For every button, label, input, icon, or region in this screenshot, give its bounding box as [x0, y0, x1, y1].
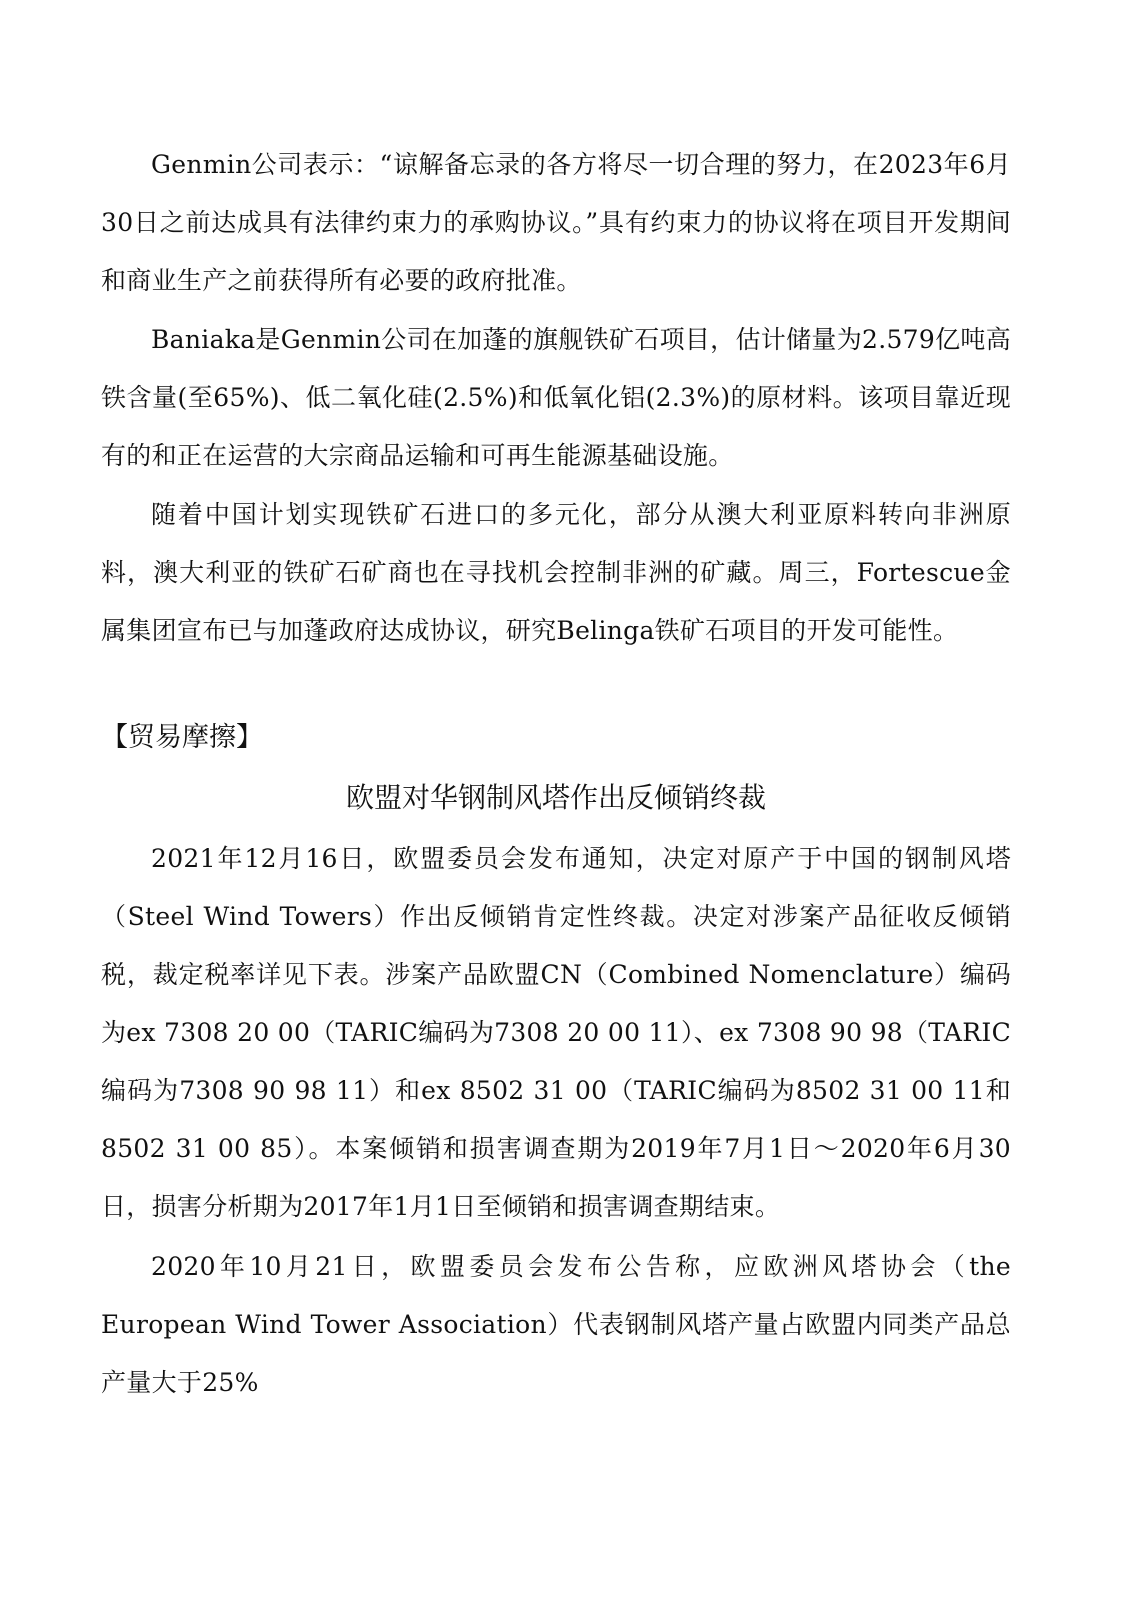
section-heading: 【贸易摩擦】 — [101, 722, 263, 753]
paragraph-eu-final-ruling: 2021年12月16日，欧盟委员会发布通知，决定对原产于中国的钢制风塔（Steel Wind Towers）作出反倾销肯定性终裁。决定对涉案产品征收反倾销税，裁定税率详见下表。涉案产品欧盟CN（Combined Nomenclature）编码为ex 7308 20 00（TARIC编码为7308 20 00 11）、ex 7308 90 98（TARIC编码为7308 90 98 11）和ex 8502 31 00（TARIC编码为8502 31 00 11和8502 31 00 85）。本案倾销和损害调查期为2019年7月1日～2020年6月30日，损害分析期为2017年1月1日至倾销和损害调查期结束。 — [101, 844, 1011, 1221]
paragraph-baniaka-project: Baniaka是Genmin公司在加蓬的旗舰铁矿石项目，估计储量为2.579亿吨高铁含量(至65%)、低二氧化硅(2.5%)和低氧化铝(2.3%)的原材料。该项目靠近现有的和正在运营的大宗商品运输和可再生能源基础设施。 — [101, 325, 1011, 470]
paragraph-eu-announcement: 2020年10月21日，欧盟委员会发布公告称，应欧洲风塔协会（the European Wind Tower Association）代表钢制风塔产量占欧盟内同类产品总产量大于25% — [101, 1252, 1011, 1397]
paragraph-genmin-statement: Genmin公司表示：“谅解备忘录的各方将尽一切合理的努力，在2023年6月30日之前达成具有法律约束力的承购协议。”具有约束力的协议将在项目开发期间和商业生产之前获得所有必要的政府批准。 — [101, 150, 1011, 295]
paragraph-china-diversification: 随着中国计划实现铁矿石进口的多元化，部分从澳大利亚原料转向非洲原料，澳大利亚的铁矿石矿商也在寻找机会控制非洲的矿藏。周三，Fortescue金属集团宣布已与加蓬政府达成协议，研究Belinga铁矿石项目的开发可能性。 — [101, 500, 1011, 645]
article-title: 欧盟对华钢制风塔作出反倾销终裁 — [345, 781, 766, 814]
